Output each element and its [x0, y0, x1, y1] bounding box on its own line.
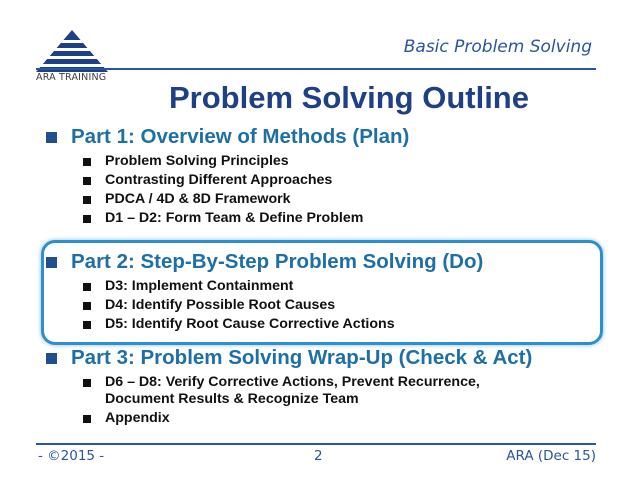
section-label: Part 3: Problem Solving Wrap-Up (Check & Act) — [71, 346, 533, 369]
footer-page-number: 2 — [314, 448, 323, 464]
square-bullet-icon — [46, 353, 57, 364]
section-part-3 — [46, 346, 532, 429]
square-bullet-icon — [83, 177, 91, 185]
section-part-2 — [46, 250, 483, 335]
section-label: Part 2: Step-By-Step Problem Solving (Do) — [71, 250, 484, 273]
course-title: Basic Problem Solving — [403, 37, 592, 57]
section-label: Part 1: Overview of Methods (Plan) — [71, 125, 410, 148]
header-divider — [36, 68, 596, 70]
logo-text: ARA TRAINING — [36, 72, 107, 83]
footer-divider — [36, 443, 596, 445]
list-item: Appendix — [83, 410, 532, 427]
list-item: Contrasting Different Approaches — [83, 172, 409, 189]
square-bullet-icon — [83, 415, 91, 423]
list-item: Problem Solving Principles — [83, 153, 409, 170]
list-item: D5: Identify Root Cause Corrective Actions — [83, 316, 483, 333]
list-item: PDCA / 4D & 8D Framework — [83, 191, 409, 208]
square-bullet-icon — [83, 321, 91, 329]
list-item: D3: Implement Containment — [83, 278, 483, 295]
square-bullet-icon — [83, 215, 91, 223]
slide-title: Problem Solving Outline — [169, 80, 529, 115]
section-part-1 — [46, 125, 409, 229]
square-bullet-icon — [83, 302, 91, 310]
square-bullet-icon — [83, 158, 91, 166]
square-bullet-icon — [46, 257, 57, 268]
square-bullet-icon — [46, 132, 57, 143]
footer-date: ARA (Dec 15) — [506, 448, 596, 464]
square-bullet-icon — [83, 379, 91, 387]
list-item: D1 – D2: Form Team & Define Problem — [83, 210, 409, 227]
footer-copyright: - ©2015 - — [38, 448, 105, 464]
square-bullet-icon — [83, 196, 91, 204]
list-item: D6 – D8: Verify Corrective Actions, Prevent Recurrence, Document Results & Recognize Team — [83, 374, 532, 408]
list-item: D4: Identify Possible Root Causes — [83, 297, 483, 314]
square-bullet-icon — [83, 283, 91, 291]
